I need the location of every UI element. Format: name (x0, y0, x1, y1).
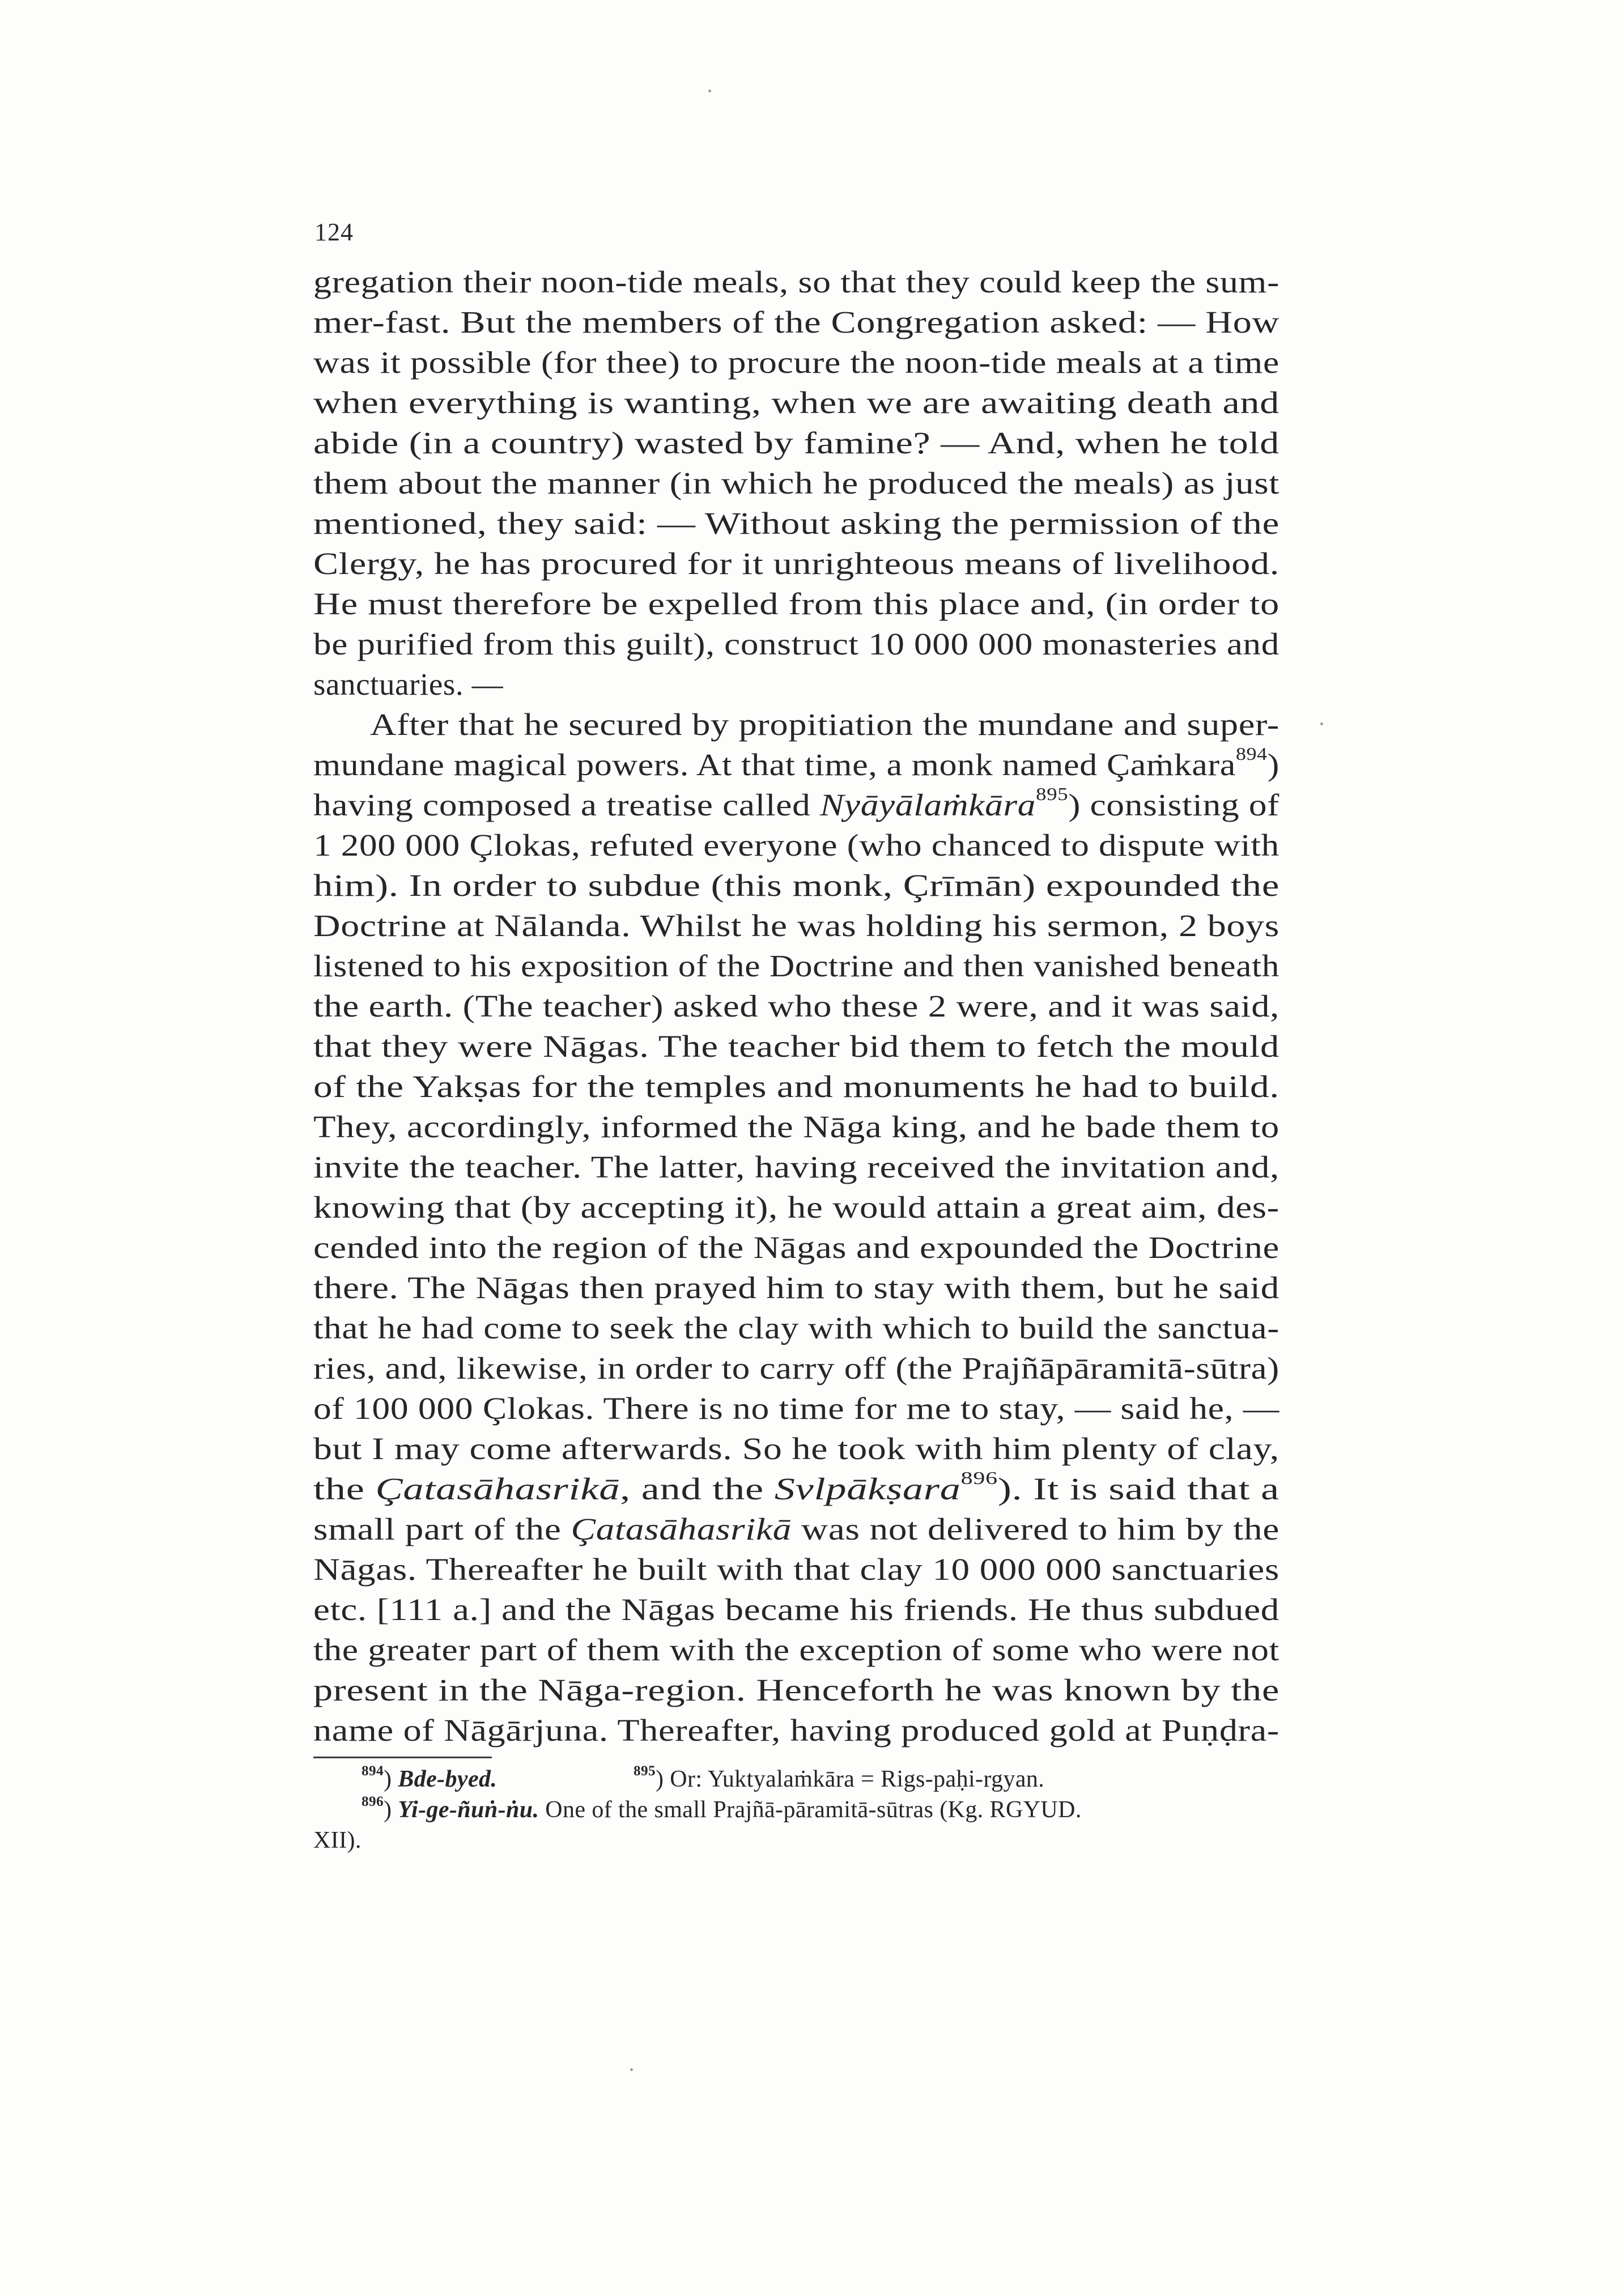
text-run: when everything is wanting, when we are awaiting death and (313, 385, 1280, 420)
text-run: be purified from this guilt), construct 10 000 000 monasteries and (313, 627, 1280, 661)
text-line-content (313, 1388, 1279, 1428)
italic-title: Çatasāhasrikā (571, 1512, 792, 1546)
text-line-content (313, 584, 1279, 624)
text-line (313, 1710, 1279, 1750)
text-line (313, 704, 1279, 745)
footnote-number: 896 (362, 1793, 384, 1809)
text-line (313, 342, 1279, 382)
text-line-content (313, 1268, 1279, 1308)
text-run: them about the manner (in which he produced the meals) as just (313, 466, 1280, 500)
text-line-content (313, 1710, 1279, 1750)
footnote-text: Bde-byed. (398, 1766, 498, 1792)
footnote-line (313, 1795, 1279, 1825)
text-run: abide (in a country) wasted by famine? — And, when he told (313, 426, 1279, 460)
text-line-content (313, 865, 1279, 905)
footnote-896: $^{896}$) Yi-ge-ñuṅ-ṅu. One of the small Prajñā-pāramitā-sūtras (Kg. RGYUD. (362, 1793, 1082, 1823)
text-line-content (313, 1187, 1279, 1227)
text-line (313, 1509, 1279, 1549)
footnote-rule (313, 1757, 492, 1758)
text-line (313, 1630, 1279, 1670)
text-line-content (313, 1630, 1279, 1670)
text-line-content (313, 342, 1279, 382)
text-line (313, 1388, 1279, 1428)
text-line-content (313, 1428, 1279, 1469)
text-line (313, 785, 1279, 825)
text-run: gregation their noon-tide meals, so that they could keep the sum- (313, 265, 1280, 299)
text-run: of 100 000 Çlokas. There is no time for me to stay, — said he, — (313, 1391, 1280, 1426)
footnote-895: $^{895}$) Or: Yuktyalaṁkāra = Rigs-paḥi-rgyan. (634, 1763, 1045, 1792)
text-line-content (313, 664, 503, 704)
text-run: the (313, 1472, 376, 1506)
text-run: him). In order to subdue (this monk, Çrīmān) expounded the (313, 868, 1280, 903)
body-text (313, 262, 1279, 1750)
text-line (313, 543, 1279, 584)
text-line (313, 745, 1279, 785)
footnote-ref: 894 (1235, 743, 1268, 764)
text-run: He must therefore be expelled from this place and, (in order to (313, 586, 1280, 621)
text-line (313, 1026, 1279, 1066)
text-line-content (313, 1589, 1279, 1630)
text-run: After that he secured by propitiation the mundane and super- (370, 707, 1279, 742)
text-line (313, 1428, 1279, 1469)
text-run: ) consisting of (1068, 788, 1280, 822)
text-line (313, 624, 1279, 664)
footnote-line (313, 1825, 1279, 1856)
italic-title: Nyāyālaṁkāra (819, 788, 1036, 822)
text-line (313, 865, 1279, 905)
footnote-894: $^{894}$) Bde-byed. (362, 1763, 498, 1792)
footnote-896-continued: XII). (313, 1827, 362, 1853)
text-line (313, 302, 1279, 342)
text-line-content (313, 1227, 1279, 1268)
footnote-line (313, 1764, 1279, 1795)
text-line-content (313, 785, 1279, 825)
text-run: ) (1267, 747, 1280, 782)
text-line-content (313, 745, 1279, 785)
footnote-number: 894 (362, 1763, 384, 1779)
text-line-content (313, 302, 1279, 342)
text-line-content (370, 704, 1279, 745)
text-line-content (313, 543, 1279, 584)
text-line (313, 382, 1279, 423)
text-run: , and the (620, 1472, 775, 1506)
text-run: cended into the region of the Nāgas and expounded the Doctrine (313, 1230, 1279, 1265)
text-line (313, 262, 1279, 302)
text-line-content (313, 946, 1279, 986)
text-line-content (313, 382, 1279, 423)
footnote-ref: 895 (1036, 784, 1069, 804)
italic-title: Çatasāhasrikā (375, 1472, 620, 1506)
text-run: was it possible (for thee) to procure the noon-tide meals at a time (313, 345, 1279, 380)
text-line-content (313, 905, 1279, 946)
text-run: Clergy, he has procured for it unrighteous means of livelihood. (313, 546, 1280, 581)
text-run: the earth. (The teacher) asked who these 2 were, and it was said, (313, 989, 1280, 1023)
text-line (313, 584, 1279, 624)
text-line-content (313, 1670, 1279, 1710)
scan-speck (630, 2068, 633, 2071)
text-line (313, 1589, 1279, 1630)
footnote-text: Or: Yuktyalaṁkāra = Rigs-paḥi-rgyan. (670, 1766, 1045, 1792)
text-run: ). It is said that a (997, 1472, 1280, 1506)
text-line (313, 946, 1279, 986)
text-run: present in the Nāga-region. Henceforth he was known by the (313, 1673, 1280, 1707)
text-run: sanctuaries. — (313, 667, 504, 701)
text-line-content (313, 262, 1279, 302)
text-run: that they were Nāgas. The teacher bid them to fetch the mould (313, 1029, 1280, 1064)
text-line (313, 986, 1279, 1026)
text-line (313, 1348, 1279, 1388)
text-run: mundane magical powers. At that time, a monk named Çaṁkara (313, 747, 1236, 782)
text-line-content (313, 463, 1279, 503)
italic-title: Svlpākṣara (774, 1472, 961, 1506)
page-number: 124 (314, 218, 354, 246)
text-line (313, 423, 1279, 463)
text-line (313, 1308, 1279, 1348)
text-line-content (313, 1509, 1279, 1549)
text-line (313, 1268, 1279, 1308)
footnotes (313, 1764, 1279, 1856)
text-line-content (313, 624, 1279, 664)
text-line (313, 463, 1279, 503)
text-run: 1 200 000 Çlokas, refuted everyone (who chanced to dispute with (313, 828, 1279, 862)
text-line-content (313, 1107, 1279, 1147)
text-line-content (313, 825, 1279, 865)
scan-speck (708, 90, 711, 92)
scan-speck (1320, 722, 1323, 725)
text-run: Doctrine at Nālanda. Whilst he was holding his sermon, 2 boys (313, 908, 1280, 943)
text-line-content (313, 423, 1279, 463)
text-line (313, 1107, 1279, 1147)
text-line-content (313, 1026, 1279, 1066)
text-line-content (313, 1348, 1279, 1388)
text-run: there. The Nāgas then prayed him to stay with them, but he said (313, 1270, 1280, 1305)
text-line-content (313, 1549, 1279, 1589)
text-line (313, 664, 1279, 704)
text-line (313, 1469, 1279, 1509)
text-line (313, 1549, 1279, 1589)
text-run: the greater part of them with the exception of some who were not (313, 1632, 1279, 1667)
text-run: invite the teacher. The latter, having received the invitation and, (313, 1150, 1280, 1184)
footnote-ref: 896 (960, 1468, 998, 1488)
text-line (313, 1066, 1279, 1107)
footnote-title: Yi-ge-ñuṅ-ṅu. (398, 1797, 539, 1823)
text-run: They, accordingly, informed the Nāga king, and he bade them to (313, 1109, 1280, 1144)
text-run: having composed a treatise called (313, 788, 820, 822)
text-run: knowing that (by accepting it), he would attain a great aim, des- (313, 1190, 1279, 1224)
footnote-number: 895 (634, 1763, 656, 1779)
footnote-text: One of the small Prajñā-pāramitā-sūtras (Kg. RGYUD. (545, 1797, 1082, 1823)
text-run: mentioned, they said: — Without asking the permission of the (313, 506, 1280, 541)
text-line-content (313, 503, 1279, 543)
text-line (313, 1670, 1279, 1710)
text-line-content (313, 1308, 1279, 1348)
text-run: name of Nāgārjuna. Thereafter, having produced gold at Puṇḍra- (313, 1713, 1280, 1747)
text-line-content (313, 1066, 1279, 1107)
text-run: mer-fast. But the members of the Congregation asked: — How (313, 305, 1280, 339)
text-line (313, 1147, 1279, 1187)
text-run: of the Yakṣas for the temples and monuments he had to build. (313, 1069, 1280, 1104)
text-run: that he had come to seek the clay with which to build the sanctua- (313, 1311, 1279, 1345)
text-run: was not delivered to him by the (792, 1512, 1280, 1546)
text-line (313, 1187, 1279, 1227)
text-run: ries, and, likewise, in order to carry off (the Prajñāpāramitā-sūtra) (313, 1351, 1279, 1385)
text-line (313, 825, 1279, 865)
text-run: etc. [111 a.] and the Nāgas became his friends. He thus subdued (313, 1592, 1280, 1627)
text-run: Nāgas. Thereafter he built with that clay 10 000 000 sanctuaries (313, 1552, 1279, 1587)
text-line (313, 503, 1279, 543)
text-line (313, 905, 1279, 946)
text-run: but I may come afterwards. So he took with him plenty of clay, (313, 1431, 1279, 1466)
text-line-content (313, 1469, 1279, 1509)
text-line-content (313, 986, 1279, 1026)
text-run: listened to his exposition of the Doctrine and then vanished beneath (313, 949, 1280, 983)
text-line (313, 1227, 1279, 1268)
text-line-content (313, 1147, 1279, 1187)
text-run: small part of the (313, 1512, 571, 1546)
